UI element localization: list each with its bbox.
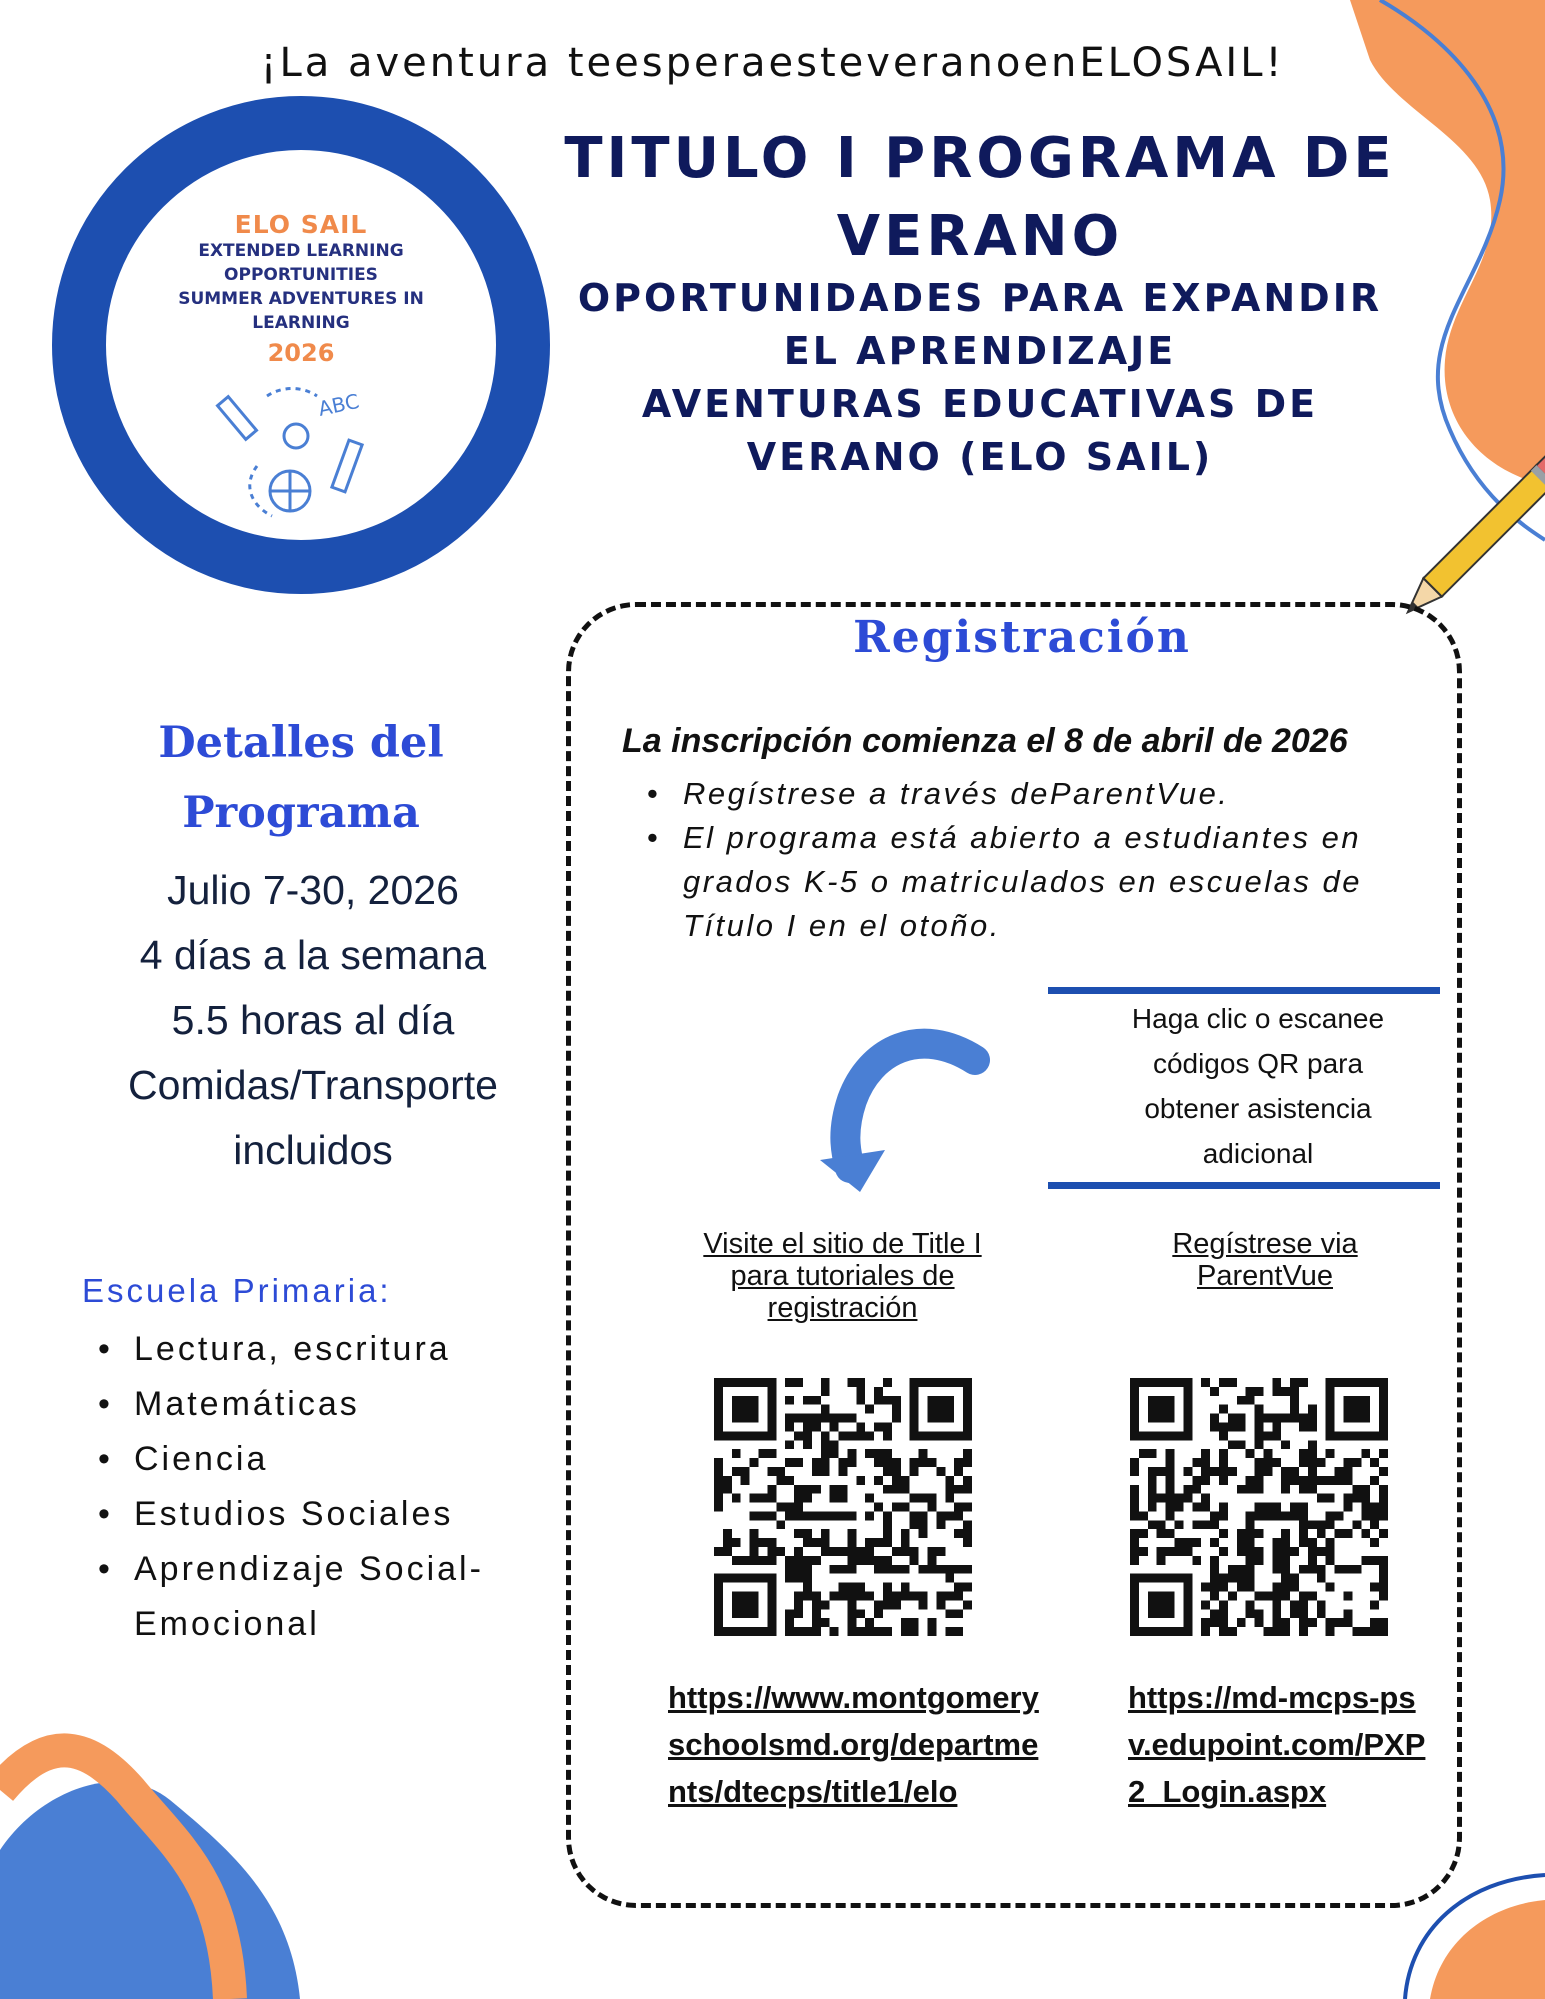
school-heading: Escuela Primaria: [82, 1272, 392, 1309]
svg-text:TITLE I SUMMER PROGRAMS: TITLE I SUMMER PROGRAMS [128, 396, 474, 526]
details-line: 4 días a la semana [139, 932, 487, 978]
list-item: • Regístrese a través deParentVue. [645, 772, 1445, 816]
list-item: • El programa está abierto a estudiantes en grados K-5 o matriculados en escuelas de Título I en el otoño. [645, 816, 1445, 948]
registration-bullets [645, 772, 1445, 948]
list-item: • Aprendizaje Social-Emocional [98, 1542, 558, 1652]
seal-line: OPPORTUNITIES [224, 265, 378, 285]
subtitle-line: EL APRENDIZAJE [783, 329, 1177, 373]
seal-line: LEARNING [252, 313, 350, 333]
details-line: 5.5 horas al día [171, 997, 455, 1043]
parentvue-url-link[interactable]: https://md-mcps-psv.edupoint.com/PXP2_Login.aspx [1128, 1680, 1426, 1809]
list-item: • Lectura, escritura [98, 1322, 558, 1377]
details-heading-line: Detalles del [158, 718, 444, 768]
list-item: • Estudios Sociales [98, 1487, 558, 1542]
details-heading-line: Programa [182, 788, 420, 838]
qr-help-text [1048, 996, 1468, 1176]
seal-year: 2026 [267, 339, 335, 367]
help-line: obtener asistencia [1144, 1093, 1372, 1124]
qr-code-icon[interactable] [714, 1378, 972, 1636]
link-label-line: ParentVue [1197, 1260, 1333, 1292]
link-label-line: para tutoriales de [730, 1260, 955, 1292]
subtitle-line: VERANO (ELO SAIL) [746, 435, 1214, 479]
help-line: códigos QR para [1152, 1048, 1364, 1079]
seal-text [52, 210, 550, 367]
list-item: • Matemáticas [98, 1377, 558, 1432]
link-label-line: Visite el sitio de Title I [703, 1228, 982, 1260]
subject-list [98, 1322, 558, 1652]
link-label-line: registración [767, 1292, 918, 1324]
help-line: Haga clic o escanee [1131, 1003, 1385, 1034]
qr-code-icon[interactable] [1130, 1378, 1388, 1636]
help-line: adicional [1202, 1138, 1314, 1169]
program-details [58, 858, 568, 1183]
seal-line: EXTENDED LEARNING [198, 241, 404, 261]
title1-url-link[interactable]: https://www.montgomeryschoolsmd.org/departments/dtecps/title1/elo [668, 1680, 1039, 1809]
registration-start-date: La inscripción comienza el 8 de abril de 2026 [622, 722, 1348, 760]
details-line: Julio 7-30, 2026 [167, 867, 459, 913]
link-label-line: Regístrese via [1172, 1228, 1358, 1260]
seal-org: ELO SAIL [234, 210, 368, 239]
subtitle-line: AVENTURAS EDUCATIVAS DE [641, 382, 1319, 426]
details-line: Comidas/Transporte [128, 1062, 498, 1108]
svg-text:ABC: ABC [316, 388, 362, 421]
page-subtitle [560, 272, 1400, 484]
title-line: TITULO I PROGRAMA DE [564, 126, 1396, 191]
list-item: • Ciencia [98, 1432, 558, 1487]
parentvue-link-label[interactable] [1120, 1228, 1410, 1292]
seal-line: SUMMER ADVENTURES IN [178, 289, 424, 309]
subtitle-line: OPORTUNIDADES PARA EXPANDIR [577, 276, 1383, 320]
page-title [560, 120, 1400, 276]
tagline: ¡La aventura teesperaesteveranoenELOSAIL! [260, 40, 1285, 86]
details-line: incluidos [233, 1127, 393, 1173]
details-heading [66, 708, 536, 848]
registration-heading: Registración [853, 612, 1191, 663]
title1-site-link-label[interactable] [650, 1228, 1035, 1324]
title-line: VERANO [836, 204, 1124, 269]
